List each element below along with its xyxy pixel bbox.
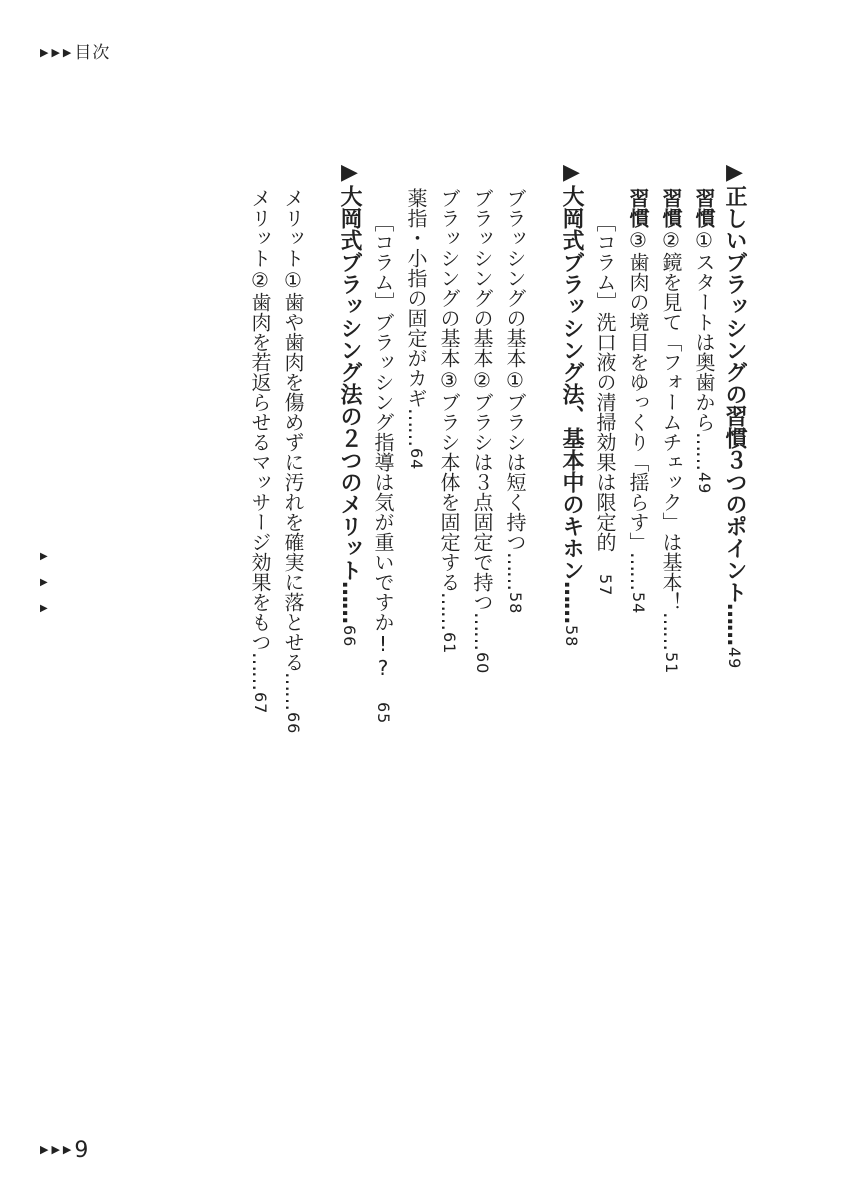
triple-triangle-icon: ▶▶▶ — [40, 1143, 75, 1156]
page-number: 49 — [695, 472, 714, 495]
toc-section-heading[interactable]: ▶正しいブラッシングの習慣３つのポイント……49 — [722, 160, 747, 670]
toc-entry[interactable]: 薬指・小指の固定がカギ……64 — [404, 188, 428, 471]
page-number-footer: 9 — [74, 1138, 89, 1163]
page-number: 51 — [662, 652, 681, 675]
page-number: 66 — [284, 712, 303, 735]
toc-entry[interactable]: ブラッシングの基本②ブラシは３点固定で持つ……60 — [470, 188, 494, 675]
triangle-icon: ▶ — [40, 603, 48, 614]
page-number: 61 — [440, 632, 459, 655]
toc-section-heading[interactable]: ▶大岡式ブラッシング法の２つのメリット……66 — [337, 160, 362, 648]
toc-column-entry[interactable]: ［コラム］洗口液の清掃効果は限定的 57 — [593, 212, 617, 597]
toc-column-entry[interactable]: ［コラム］ブラッシング指導は気が重いですか!? 65 — [371, 212, 395, 725]
page-footer — [40, 1138, 88, 1163]
page-number: 66 — [340, 625, 359, 648]
toc-entry[interactable]: ブラッシングの基本①ブラシは短く持つ……58 — [503, 188, 527, 615]
toc-entry[interactable]: 習慣②鏡を見て「フォームチェック」は基本！……51 — [659, 188, 683, 675]
running-header — [40, 38, 110, 63]
triangle-icon: ▶ — [40, 577, 48, 588]
triangle-icon: ▶ — [40, 551, 48, 562]
page-number: 54 — [629, 592, 648, 615]
page-number: 58 — [506, 592, 525, 615]
toc-entry[interactable]: 習慣①スタートは奥歯から……49 — [692, 188, 716, 495]
page-number: 64 — [407, 448, 426, 471]
page-number: 58 — [562, 625, 581, 648]
page-number: 65 — [374, 702, 393, 725]
toc-entry[interactable]: 習慣③歯肉の境目をゆっくり「揺らす」……54 — [626, 188, 650, 615]
toc-entry[interactable]: メリット①歯や歯肉を傷めずに汚れを確実に落とせる……66 — [281, 188, 305, 735]
toc-section-heading[interactable]: ▶大岡式ブラッシング法、基本中のキホン……58 — [559, 160, 584, 648]
page-number: 60 — [473, 652, 492, 675]
toc-entry[interactable]: メリット②歯肉を若返らせるマッサージ効果をもつ……67 — [248, 188, 272, 715]
page-number: 67 — [251, 692, 270, 715]
toc-entry[interactable]: ブラッシングの基本③ブラシ本体を固定する……61 — [437, 188, 461, 655]
header-title: 目次 — [74, 43, 111, 63]
triple-triangle-icon: ▶▶▶ — [40, 46, 75, 59]
page-number: 57 — [596, 574, 615, 597]
side-marks — [40, 544, 48, 622]
table-of-contents — [242, 160, 750, 900]
page-number: 49 — [725, 647, 744, 670]
